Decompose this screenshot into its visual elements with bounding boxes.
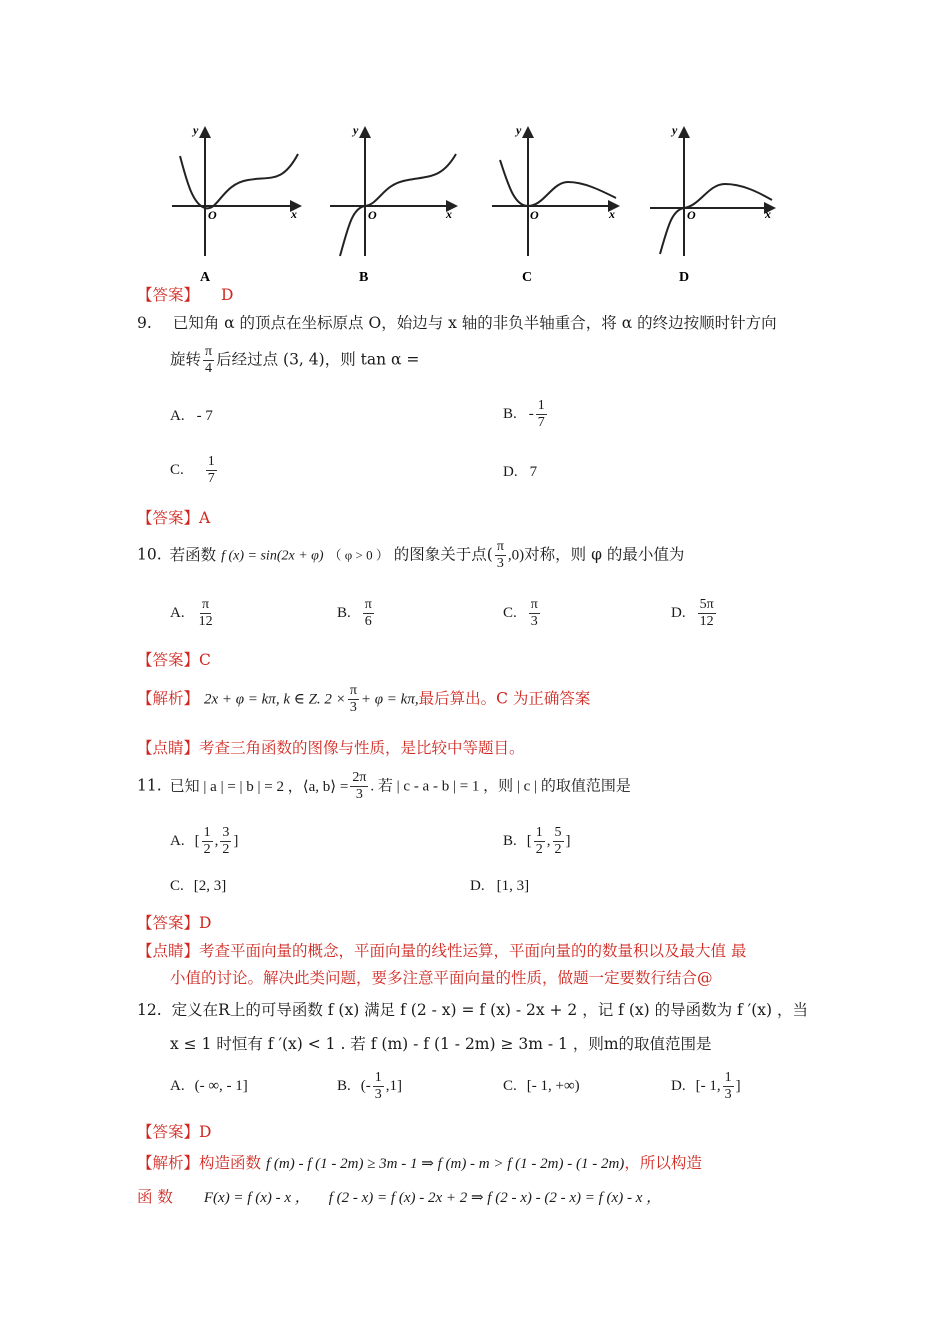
q9-line1 (137, 311, 777, 333)
q11-stem: 11. 已知 | a | = | b | = 2 ，⟨a, b⟩ = $\frac{2\pi}{3}$ . 若 | c - a - b | = 1 ，则 | c | 的取值范围是 (137, 770, 631, 803)
q10-stem: 10. 若函数 f (x) = sin(2x + φ) （ φ > 0 ） 的图象关于点( $\frac{\pi}{3}$ ,0)对称，则 φ 的最小值为 (137, 539, 685, 572)
q10-comment: 【点睛】考查三角函数的图像与性质，是比较中等题目。 (137, 739, 525, 757)
graph-a-origin: O (208, 208, 217, 222)
question-text: 旋转 (170, 350, 202, 369)
q10-option-c: C. $\frac{\pi}{3}$ (503, 597, 538, 630)
q11-option-a: A. [ $\frac{1}{2}$ , $\frac{3}{2}$ ] (170, 825, 239, 858)
graph-c-x-label: x (609, 207, 615, 221)
answer-tag: 【答案】 (137, 509, 200, 527)
q9-answer (137, 506, 210, 528)
graph-b-label: B (359, 270, 369, 285)
q11-option-b: B. [ $\frac{1}{2}$ , $\frac{5}{2}$ ] (503, 825, 571, 858)
graph-d-y-label: y (672, 123, 678, 137)
q12-option-b: B. (- $\frac{1}{3}$ ,1] (337, 1070, 403, 1103)
q11-option-d: D. [1, 3] (470, 878, 530, 894)
graph-a-x-label: x (291, 207, 297, 221)
q11-comment-line2: 小值的讨论。解决此类问题，要多注意平面向量的性质，做题一定要数行结合@ (170, 969, 713, 987)
graph-b-y-label: y (353, 123, 359, 137)
graph-b (330, 123, 456, 285)
graph-c (492, 123, 618, 285)
answer-value: A (199, 509, 211, 527)
q12-line1: 12. 定义在R上的可导函数 f (x) 满足 f (2 - x) = f (x) - 2x + 2 ，记 f (x) 的导函数为 f ′(x) ，当 (137, 1001, 808, 1019)
graph-d-x-label: x (765, 207, 771, 221)
fraction: $\frac{\pi}{4}$ (205, 344, 213, 377)
graph-d (650, 123, 774, 285)
q11-comment-line1: 【点睛】考查平面向量的概念，平面向量的线性运算，平面向量的的数量积以及最大值 最 (137, 942, 747, 960)
q9-option-b: B. - $\frac{1}{7}$ (503, 398, 545, 431)
q11-answer: 【答案】D (137, 914, 212, 932)
question-text: 已知角 α 的顶点在坐标原点 O，始边与 x 轴的非负半轴重合，将 α 的终边按顺时针方向 (172, 314, 777, 332)
question-number: 9. (137, 314, 152, 332)
q12-option-c: C. [- 1, +∞) (503, 1078, 580, 1094)
q8-answer (137, 283, 233, 305)
graph-c-label: C (522, 270, 533, 285)
q11-option-c: C. [2, 3] (170, 878, 227, 894)
q10-option-d: D. $\frac{5\pi}{12}$ (671, 597, 714, 630)
q9-line2 (170, 344, 419, 377)
q9-option-d: D. 7 (503, 464, 538, 480)
q9-option-a: A. - 7 (170, 408, 213, 424)
function-graphs (160, 118, 800, 290)
answer-value: D (221, 286, 234, 304)
q9-option-c: C. $\frac{1}{7}$ (170, 454, 215, 487)
q12-line2: x ≤ 1 时恒有 f ′(x) < 1 . 若 f (m) - f (1 - 2m) ≥ 3m - 1 ，则m的取值范围是 (170, 1035, 712, 1053)
graph-b-origin: O (368, 208, 377, 222)
q12-analysis-line2: 函 数 F(x) = f (x) - x ， f (2 - x) = f (x) - 2x + 2 ⇒ f (2 - x) - (2 - x) = f (x) - x ， (137, 1188, 662, 1206)
graph-d-label: D (679, 270, 690, 285)
graph-a-y-label: y (193, 123, 199, 137)
graph-d-origin: O (687, 208, 696, 222)
answer-tag: 【答案】 (137, 286, 200, 304)
q12-option-a: A. (- ∞, - 1] (170, 1078, 248, 1094)
q12-answer: 【答案】D (137, 1123, 212, 1141)
graph-b-x-label: x (446, 207, 452, 221)
q10-option-a: A. $\frac{\pi}{12}$ (170, 597, 213, 630)
graph-c-origin: O (530, 208, 539, 222)
q10-analysis: 【解析】 2x + φ = kπ, k ∈ Z. 2 × $\frac{\pi}{3}$ + φ = kπ,最后算出。C 为正确答案 (137, 683, 591, 716)
q10-answer: 【答案】C (137, 651, 211, 669)
q10-option-b: B. $\frac{\pi}{6}$ (337, 597, 372, 630)
q12-analysis-line1: 【解析】构造函数 f (m) - f (1 - 2m) ≥ 3m - 1 ⇒ f (m) - m > f (1 - 2m) - (1 - 2m)，所以构造 (137, 1154, 702, 1172)
graph-a (172, 123, 300, 285)
graph-c-y-label: y (516, 123, 522, 137)
question-text: 后经过点 (3, 4)，则 tan α = (216, 350, 420, 369)
q12-option-d: D. [- 1, $\frac{1}{3}$ ] (671, 1070, 741, 1103)
graph-a-label: A (200, 270, 211, 285)
